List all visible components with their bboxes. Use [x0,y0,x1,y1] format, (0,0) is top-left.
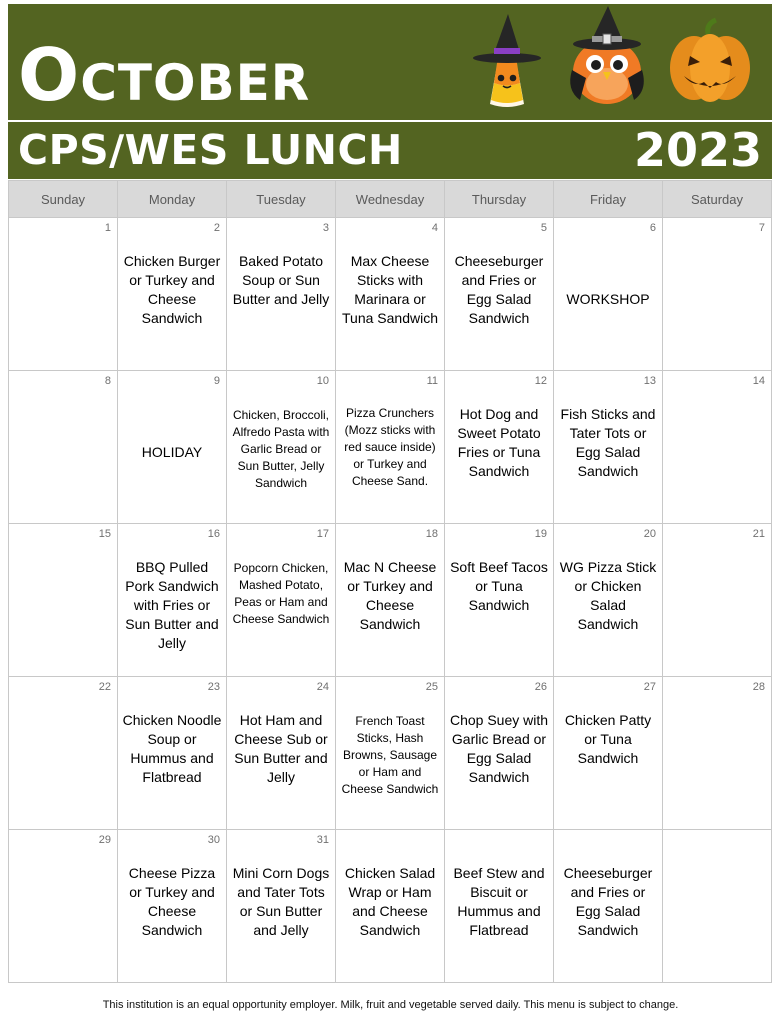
day-number: 19 [534,528,547,540]
day-cell [554,371,663,524]
day-number: 25 [425,681,438,693]
menu-item: HOLIDAY [141,444,203,460]
day-number: 23 [207,681,220,693]
day-cell [336,830,445,983]
day-cell [227,524,336,677]
day-cell [445,524,554,677]
menu-item: Popcorn Chicken, Mashed Potato, Peas or Ham and Cheese Sandwich [232,561,330,626]
day-number: 6 [649,222,656,234]
day-cell [336,218,445,371]
week-row [9,524,772,677]
day-cell [445,830,554,983]
menu-item: Hot Dog and Sweet Potato Fries or Tuna Sandwich [457,406,541,479]
week-row [9,830,772,983]
menu-item: Chop Suey with Garlic Bread or Egg Salad Sandwich [449,712,549,785]
menu-item: Chicken, Broccoli, Alfredo Pasta with Garlic Bread or Sun Butter, Jelly Sandwich [232,408,330,490]
day-number: 15 [98,528,111,540]
menu-item: Chicken Burger or Turkey and Cheese Sandwich [123,253,221,326]
day-cell [9,830,118,983]
day-cell [445,371,554,524]
day-number: 12 [534,375,547,387]
day-cell [118,677,227,830]
day-number: 8 [104,375,111,387]
day-cell [663,524,772,677]
menu-item: Baked Potato Soup or Sun Butter and Jelly [232,253,330,307]
menu-item: WG Pizza Stick or Chicken Salad Sandwich [559,559,657,632]
day-number: 13 [643,375,656,387]
day-number: 31 [316,834,329,846]
weekday-header: Thursday [445,181,554,218]
owl-witch-icon [564,4,650,108]
candy-corn-witch-icon [468,8,546,108]
week-row [9,218,772,371]
day-number: 16 [207,528,220,540]
weekday-header: Monday [118,181,227,218]
day-number: 11 [426,375,438,387]
menu-item: Fish Sticks and Tater Tots or Egg Salad Sandwich [560,406,656,479]
day-number: 21 [752,528,765,540]
day-cell [554,830,663,983]
day-cell [118,830,227,983]
year-title: 2023 [633,123,762,177]
day-cell [336,371,445,524]
day-number: 20 [643,528,656,540]
day-cell [118,218,227,371]
day-cell [663,218,772,371]
day-number: 27 [643,681,656,693]
menu-item: Cheeseburger and Fries or Egg Salad Sandwich [454,253,544,326]
day-cell [336,524,445,677]
day-cell [663,371,772,524]
menu-item: Cheese Pizza or Turkey and Cheese Sandwich [128,865,216,938]
day-cell [554,524,663,677]
day-cell [554,218,663,371]
menu-item: Chicken Salad Wrap or Ham and Cheese Sandwich [344,865,436,938]
menu-item: Beef Stew and Biscuit or Hummus and Flatbread [453,865,545,938]
day-cell [554,677,663,830]
day-cell [9,218,118,371]
day-number: 5 [540,222,547,234]
menu-item: Mac N Cheese or Turkey and Cheese Sandwich [343,559,437,632]
lunch-subtitle: CPS/WES LUNCH [18,126,403,174]
day-cell [118,371,227,524]
menu-item: Chicken Noodle Soup or Hummus and Flatbread [122,712,222,785]
day-number: 2 [213,222,220,234]
day-cell [227,371,336,524]
month-title: October [18,33,311,117]
day-number: 4 [431,222,438,234]
day-number: 1 [104,222,111,234]
day-number: 26 [534,681,547,693]
menu-item: WORKSHOP [566,291,650,307]
day-number: 7 [758,222,765,234]
day-number: 22 [98,681,111,693]
day-number: 10 [316,375,329,387]
day-cell [227,830,336,983]
lunch-calendar [8,180,772,983]
day-cell [118,524,227,677]
day-cell [663,677,772,830]
day-number: 14 [752,375,765,387]
day-number: 30 [207,834,220,846]
weekday-header: Wednesday [336,181,445,218]
menu-item: Cheeseburger and Fries or Egg Salad Sandwich [563,865,653,938]
day-number: 29 [98,834,111,846]
day-cell [227,218,336,371]
weekday-header: Tuesday [227,181,336,218]
weekday-header-row [9,181,772,218]
menu-item: French Toast Sticks, Hash Browns, Sausage or Ham and Cheese Sandwich [341,714,439,796]
weekday-header: Friday [554,181,663,218]
day-number: 18 [425,528,438,540]
day-cell [663,830,772,983]
jack-o-lantern-icon [664,16,756,106]
day-cell [227,677,336,830]
day-cell [445,677,554,830]
day-cell [9,371,118,524]
day-number: 3 [322,222,329,234]
menu-item: Hot Ham and Cheese Sub or Sun Butter and Jelly [234,712,328,785]
day-number: 9 [213,375,220,387]
day-number: 17 [316,528,329,540]
menu-item: Pizza Crunchers (Mozz sticks with red sauce inside) or Turkey and Cheese Sand. [344,406,436,488]
calendar-header [8,4,772,179]
weekday-header: Sunday [9,181,118,218]
day-cell [445,218,554,371]
day-cell [336,677,445,830]
menu-item: Chicken Patty or Tuna Sandwich [564,712,652,766]
menu-item: Mini Corn Dogs and Tater Tots or Sun Butter and Jelly [232,865,330,938]
week-row [9,677,772,830]
menu-item: Soft Beef Tacos or Tuna Sandwich [450,559,548,613]
day-cell [9,677,118,830]
menu-item: BBQ Pulled Pork Sandwich with Fries or Sun Butter and Jelly [125,559,219,651]
menu-item: Max Cheese Sticks with Marinara or Tuna Sandwich [342,253,438,326]
day-number: 24 [316,681,329,693]
footer-note: This institution is an equal opportunity employer. Milk, fruit and vegetable served daily. This menu is subject to change. [102,999,679,1011]
day-number: 28 [752,681,765,693]
weekday-header: Saturday [663,181,772,218]
day-cell [9,524,118,677]
week-row [9,371,772,524]
